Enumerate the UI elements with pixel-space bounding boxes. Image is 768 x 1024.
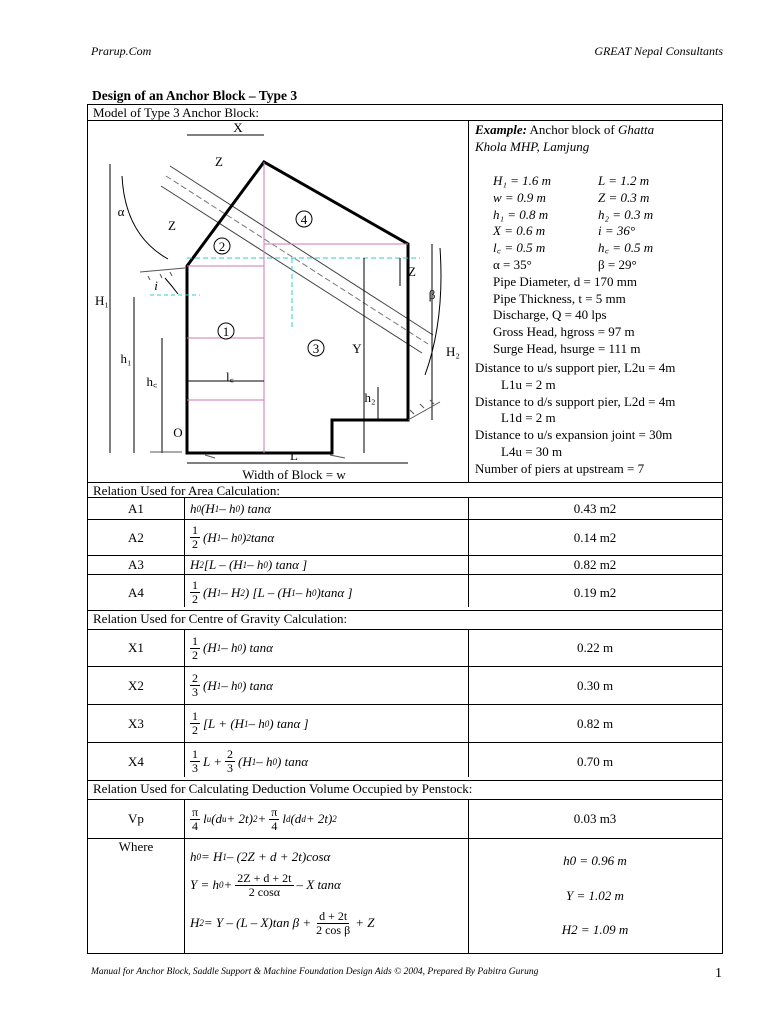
y-formula: Y = h 0 + $\frac{2Z + d + 2t}{2 \cos\alpha}$ – X tanα xyxy=(190,870,341,899)
h0-value: h0 = 0.96 m xyxy=(563,853,627,868)
area-value-a1: 0.43 m2 xyxy=(573,500,617,516)
vp-formula: $\frac{\pi}{4}$ l u (d u + 2t) 2 + $\frac{\pi}{4}$ l d (d d + 2t) 2 xyxy=(192,804,337,833)
label-n1: 1 xyxy=(222,324,230,339)
h2-value: H2 = 1.09 m xyxy=(561,922,629,937)
area-label-a1: A1 xyxy=(128,500,144,516)
cog-formula-x2: $\frac{2}{3}$ (H 1 – h 0 ) tanα xyxy=(192,671,273,699)
area-formula-a2: $\frac{1}{2}$ (H 1 – h 0 ) 2 tanα xyxy=(192,523,275,551)
label-h1: h₁ xyxy=(120,351,132,366)
label-i: i xyxy=(154,278,158,293)
y-value: Y = 1.02 m xyxy=(566,888,624,903)
footer-text: Manual for Anchor Block, Saddle Support & Machine Foundation Design Aids © 2004, Prepared By Pabitra Gurung xyxy=(91,967,539,977)
anchor-block-diagram xyxy=(88,121,466,481)
label-n2: 2 xyxy=(218,239,226,254)
header-site: Prarup.Com xyxy=(91,44,152,58)
label-width: Width of Block = w xyxy=(242,467,346,481)
label-hc: h꜀ xyxy=(146,374,158,389)
cog-formula-x4: $\frac{1}{3}$ L + $\frac{2}{3}$ (H 1 – h 0 ) tanα xyxy=(192,747,309,775)
cog-value-x4: 0.70 m xyxy=(576,753,614,769)
rule xyxy=(184,629,185,777)
document-title: Design of an Anchor Block – Type 3 xyxy=(92,88,298,103)
label-n3: 3 xyxy=(312,341,320,356)
label-z1: Z xyxy=(215,154,223,169)
deduction-section-title: Relation Used for Calculating Deduction Volume Occupied by Penstock: xyxy=(93,781,473,796)
rule xyxy=(468,120,469,482)
label-l: L xyxy=(290,448,298,463)
label-h1-cap: H₁ xyxy=(95,293,109,308)
label-h2-cap: H₂ xyxy=(446,344,460,359)
cog-label-x1: X1 xyxy=(128,640,144,655)
cog-section-title: Relation Used for Centre of Gravity Calculation: xyxy=(93,611,348,626)
vp-label: Vp xyxy=(128,811,144,826)
area-label-a3: A3 xyxy=(128,557,144,572)
area-value-a2: 0.14 m2 xyxy=(573,529,617,545)
label-x: X xyxy=(233,121,243,135)
label-lc: l꜀ xyxy=(225,369,235,384)
area-section-title: Relation Used for Area Calculation: xyxy=(93,483,281,498)
area-formula-a3: H 2 [L – (H 1 – h 0 ) tanα ] xyxy=(190,557,308,572)
area-formula-a1: h 0 (H 1 – h 0 ) tanα xyxy=(190,500,271,516)
cog-value-x3: 0.82 m xyxy=(576,715,614,731)
label-z3: Z xyxy=(408,264,416,279)
vp-value: 0.03 m3 xyxy=(573,811,617,826)
area-formula-a4: $\frac{1}{2}$ (H 1 – H 2 ) [L – (H 1 – h 0 )tanα ] xyxy=(192,578,353,606)
label-h2: h₂ xyxy=(364,390,376,405)
area-label-a2: A2 xyxy=(128,529,144,545)
area-value-a3: 0.82 m2 xyxy=(573,557,617,572)
label-y: Y xyxy=(352,341,362,356)
cog-label-x2: X2 xyxy=(128,677,144,693)
cog-value-x2: 0.30 m xyxy=(576,677,614,693)
cog-formula-x3: $\frac{1}{2}$ [L + (H 1 – h 0 ) tanα ] xyxy=(192,709,309,737)
header-company: GREAT Nepal Consultants xyxy=(594,44,723,58)
label-n4: 4 xyxy=(300,212,308,227)
page-number: 1 xyxy=(715,966,722,981)
label-alpha: α xyxy=(117,204,125,219)
model-label: Model of Type 3 Anchor Block: xyxy=(93,105,260,120)
cog-value-x1: 0.22 m xyxy=(576,640,614,655)
area-label-a4: A4 xyxy=(128,584,144,600)
label-z2: Z xyxy=(168,218,176,233)
label-o: O xyxy=(173,425,183,440)
h0-formula: h 0 = H 1 – (2Z + d + 2t)cosα xyxy=(190,849,331,864)
area-value-a4: 0.19 m2 xyxy=(573,584,617,600)
example-distances: Distance to u/s support pier, L2u = 4m L1u = 2 m Distance to d/s support pier, L2d = 4m L1d = 2 m Distance to u/s expansion joint = 30m L4u = 30 m Number of piers at upstream = 7 xyxy=(475,360,676,476)
example-params: H₁ = 1.6 m L = 1.2 m w = 0.9 m Z = 0.3 m h₁ = 0.8 m h₂ = 0.3 m X = 0.6 m i = 36° l꜀ = 0.5 m h꜀ = 0.5 m α = 35° β = 29° Pipe Diameter, d = 170 mm Pipe Thickness, t = 5 mm Discharge, Q = 40 lps Gross Head, hgross = 97 m Surge Head, hsurge = 111 m xyxy=(493,173,654,356)
h2-formula: H 2 = Y – (L – X)tan β + $\frac{d + 2t}{\text{2 cos β}}$ + Z xyxy=(190,908,375,937)
rule xyxy=(184,799,185,953)
cog-label-x4: X4 xyxy=(128,753,144,769)
label-beta: β xyxy=(428,287,436,302)
rule xyxy=(184,497,185,607)
cog-formula-x1: $\frac{1}{2}$ (H 1 – h 0 ) tanα xyxy=(192,633,273,662)
example-title: Example: Anchor block of Ghatta Khola MHP, Lamjung xyxy=(475,122,655,154)
where-label: Where xyxy=(118,839,154,854)
cog-label-x3: X3 xyxy=(128,715,144,731)
